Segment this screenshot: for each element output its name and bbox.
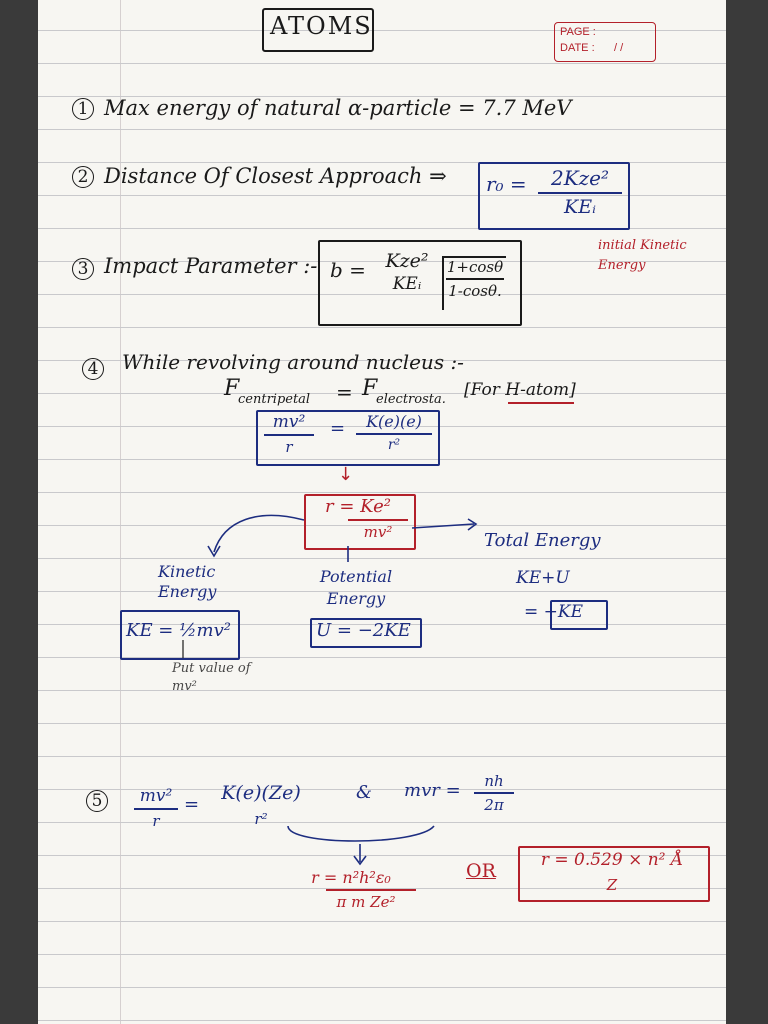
item5-result-bar xyxy=(326,889,416,891)
item1-number: 1 xyxy=(72,98,94,120)
ruled-line xyxy=(38,987,726,988)
force-rhs-fraction xyxy=(356,412,432,453)
item2-fraction xyxy=(538,166,622,218)
item5-eq2-fraction xyxy=(474,772,514,814)
item5-lhs-num: mv² xyxy=(139,786,173,806)
item5-result-den: π m Ze² xyxy=(336,893,396,911)
ruled-line xyxy=(38,1020,726,1021)
potential-energy-label: Potential Energy xyxy=(319,567,393,608)
item2-denominator: KEᵢ xyxy=(564,196,596,218)
item5-eq2-den: 2π xyxy=(484,796,504,814)
force-lhs-bar xyxy=(264,434,314,436)
force-rhs-den: r² xyxy=(387,437,401,453)
ruled-line xyxy=(38,558,726,559)
ruled-line xyxy=(38,492,726,493)
item4-number: 4 xyxy=(82,358,104,380)
item5-eq2-num: nh xyxy=(484,772,504,790)
force-f1: F xyxy=(224,376,240,401)
h-atom-underline xyxy=(508,402,574,404)
force-lhs-den: r xyxy=(285,438,293,456)
item3-lhs: b = xyxy=(330,258,366,282)
radius-den: mv² xyxy=(363,523,393,541)
potential-energy-expr: U = −2KE xyxy=(316,620,411,641)
force-equals: = xyxy=(336,380,353,404)
item5-equals: = xyxy=(184,794,200,815)
item5-result-num: r = n²h²ε₀ xyxy=(311,868,391,887)
item3-denominator: KEᵢ xyxy=(392,274,422,294)
kinetic-energy-expr: KE = ½mv² xyxy=(126,620,232,641)
item2-number: 2 xyxy=(72,166,94,188)
item3-root-bar xyxy=(446,278,504,280)
item3-number: 3 xyxy=(72,258,94,280)
item5-lhs-den: r xyxy=(152,812,160,830)
date-value: / / xyxy=(614,42,624,54)
force-rhs-bar xyxy=(356,433,432,435)
item5-eq2-lhs: mvr = xyxy=(404,780,461,801)
bohr-radius-num: r = 0.529 × n² Å xyxy=(540,850,684,870)
page-label: PAGE : xyxy=(560,26,596,38)
ruled-line xyxy=(38,954,726,955)
item3-root-fraction xyxy=(446,258,504,300)
ruled-line xyxy=(38,63,726,64)
item5-rhs-den: r² xyxy=(254,810,268,828)
force-balance-equals: = xyxy=(330,418,346,439)
force-lhs-fraction xyxy=(264,412,314,456)
ruled-line xyxy=(38,327,726,328)
item2-text: Distance Of Closest Approach ⇒ xyxy=(104,164,447,188)
total-energy-sum: KE+U xyxy=(516,568,570,588)
item3-root-numerator: 1+cosθ xyxy=(446,258,504,276)
ruled-line xyxy=(38,756,726,757)
item2-lhs: r₀ = xyxy=(486,172,527,196)
h-atom-note: [For H-atom] xyxy=(464,380,576,400)
margin-line xyxy=(120,0,121,1024)
item1-text: Max energy of natural α-particle = 7.7 MeV xyxy=(104,96,572,120)
force-electrostatic: electrosta. xyxy=(376,392,446,407)
item5-result-fraction xyxy=(286,868,416,911)
item5-eq2-bar xyxy=(474,792,514,794)
total-energy-expr: = −KE xyxy=(524,602,584,622)
down-arrow-icon: ↓ xyxy=(338,464,354,485)
item5-and: & xyxy=(356,782,373,803)
ruled-line xyxy=(38,921,726,922)
notebook-page xyxy=(38,0,726,1024)
item4-text: While revolving around nucleus :- xyxy=(122,350,464,374)
force-f2: F xyxy=(362,376,378,401)
item5-rhs-fraction xyxy=(206,782,316,828)
force-lhs-num: mv² xyxy=(272,412,306,432)
date-label: DATE : xyxy=(560,42,595,54)
page-title: ATOMS xyxy=(270,12,373,40)
item3-numerator: Kze² xyxy=(385,250,429,272)
item5-lhs-fraction xyxy=(134,786,178,830)
bohr-radius-den: Z xyxy=(606,876,618,894)
item5-lhs-bar xyxy=(134,808,178,810)
item3-fraction xyxy=(372,250,442,294)
total-energy-label: Total Energy xyxy=(484,530,601,551)
radius-bar xyxy=(348,519,408,521)
item2-note: initial Kinetic Energy xyxy=(598,238,687,273)
ruled-line xyxy=(38,690,726,691)
item3-text: Impact Parameter :- xyxy=(104,254,318,278)
item5-or: OR xyxy=(466,860,496,882)
item5-number: 5 xyxy=(86,790,108,812)
kinetic-energy-label: Kinetic Energy xyxy=(158,562,217,601)
item3-root-denominator: 1-cosθ. xyxy=(448,282,502,300)
bohr-radius-bar xyxy=(522,872,702,874)
item2-fraction-bar xyxy=(538,192,622,194)
item2-numerator: 2Kze² xyxy=(550,166,610,190)
item5-rhs-num: K(e)(Ze) xyxy=(221,782,301,804)
ruled-line xyxy=(38,723,726,724)
ruled-line xyxy=(38,129,726,130)
item5-rhs-bar xyxy=(206,806,316,808)
bohr-radius-fraction xyxy=(522,850,702,894)
radius-fraction xyxy=(308,496,408,541)
force-centripetal: centripetal xyxy=(238,392,311,407)
put-value-note: Put value of mv² xyxy=(172,661,251,694)
radius-num: r = Ke² xyxy=(325,496,391,517)
force-rhs-num: K(e)(e) xyxy=(366,412,422,431)
